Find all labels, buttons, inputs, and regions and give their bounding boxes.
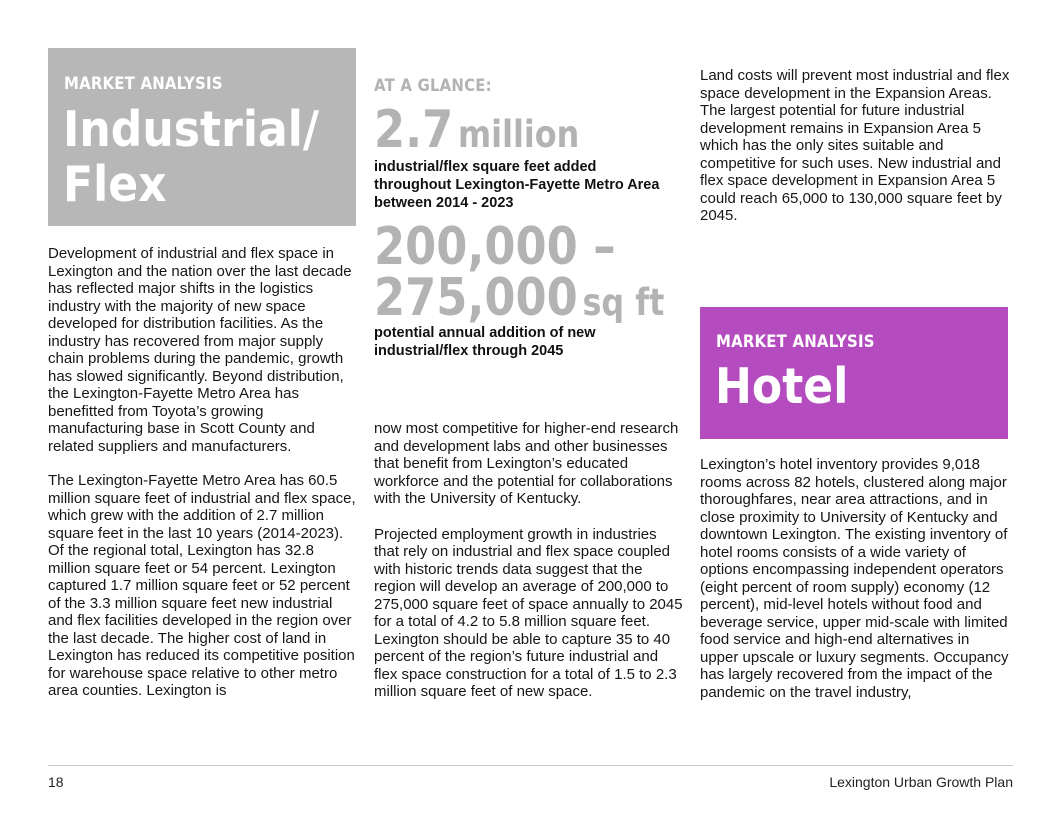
industrial-title-line2: Flex [63,156,167,213]
stat1-number: 2.7 [374,100,454,160]
industrial-paragraph-2: The Lexington-Fayette Metro Area has 60.5 million square feet of industrial and flex space, which grew with the addition of 2.7 million square feet in the last 10 years (2014-2023). Of the regional total, Lexington has 32.8 million square feet or 54 percent. Lexington captured 1.7 million square feet or 52 percent of the 3.3 million square feet new industrial and flex facilities developed in the region over the last decade. The higher cost of land in Lexington has reduced its competitive position for warehouse space relative to other metro area counties. Lexington is [48,472,356,699]
stat2-description: potential annual addition of new industrial/flex through 2045 [374,325,596,359]
stat2-unit: sq ft [582,281,665,324]
industrial-title-line1: Industrial/ [63,101,319,158]
industrial-kicker: MARKET ANALYSIS [64,74,223,94]
stat1-unit: million [458,113,580,156]
industrial-paragraph-1: Development of industrial and flex space in Lexington and the nation over the last decade has reflected major shifts in the logistics industry with the majority of new space developed for distribution facilities. As the industry has recovered from major supply chain problems during the pandemic, growth has slowed significantly. Beyond distribution, the Lexington-Fayette Metro Area has benefitted from Toyota’s growing manufacturing base in Scott County and related suppliers and manufacturers. [48,245,352,455]
hotel-paragraph-1: Lexington’s hotel inventory provides 9,018 rooms across 82 hotels, clustered along major thoroughfares, near area attractions, and in close proximity to University of Kentucky and downtown Lexington. The existing inventory of hotel rooms consists of a wide variety of options encompassing independent operators (eight percent of room supply) economy (12 percent), mid-level hotels without food and beverage service, upper mid-scale with limited food service and high-end alternatives in upper upscale or luxury segments. Occupancy has largely recovered from the impact of the pandemic on the travel industry, [700,456,1009,701]
hotel-kicker: MARKET ANALYSIS [716,332,875,352]
middle-body [374,420,684,701]
hotel-title: Hotel [715,358,849,415]
stat1-description: industrial/flex square feet added throughout Lexington-Fayette Metro Area between 2014 - 2023 [374,159,660,211]
hotel-body [700,456,1010,701]
hotel-banner [700,307,1008,439]
footer-rule [48,765,1013,766]
stat2-number: 275,000 [374,268,578,328]
at-a-glance [374,74,684,364]
industrial-body [48,245,356,700]
page-number: 18 [48,774,64,790]
right-paragraph-1: Land costs will prevent most industrial and flex space development in the Expansion Areas. The largest potential for future industrial development remains in Expansion Area 5 which has the only sites suitable and competitive for such uses. New industrial and flex space development in Expansion Area 5 could reach 65,000 to 130,000 square feet by 2045. [700,67,1010,224]
stat2-line1: 200,000 – [374,217,616,277]
middle-paragraph-1: now most competitive for higher-end research and development labs and other businesses that benefit from Lexington’s educated workforce and the potential for collaborations with the University of Kentucky. [374,420,679,507]
middle-paragraph-2: Projected employment growth in industries that rely on industrial and flex space coupled with historic trends data suggest that the region will develop an average of 200,000 to 275,000 square feet of space annually to 2045 for a total of 4.2 to 5.8 million square feet. Lexington should be able to capture 35 to 40 percent of the region’s future industrial and flex space construction for a total of 1.5 to 2.3 million square feet of new space. [374,525,683,700]
industrial-banner [48,48,356,226]
document-title: Lexington Urban Growth Plan [829,774,1013,790]
at-a-glance-heading: AT A GLANCE: [374,76,492,96]
right-top-body [700,67,1010,225]
